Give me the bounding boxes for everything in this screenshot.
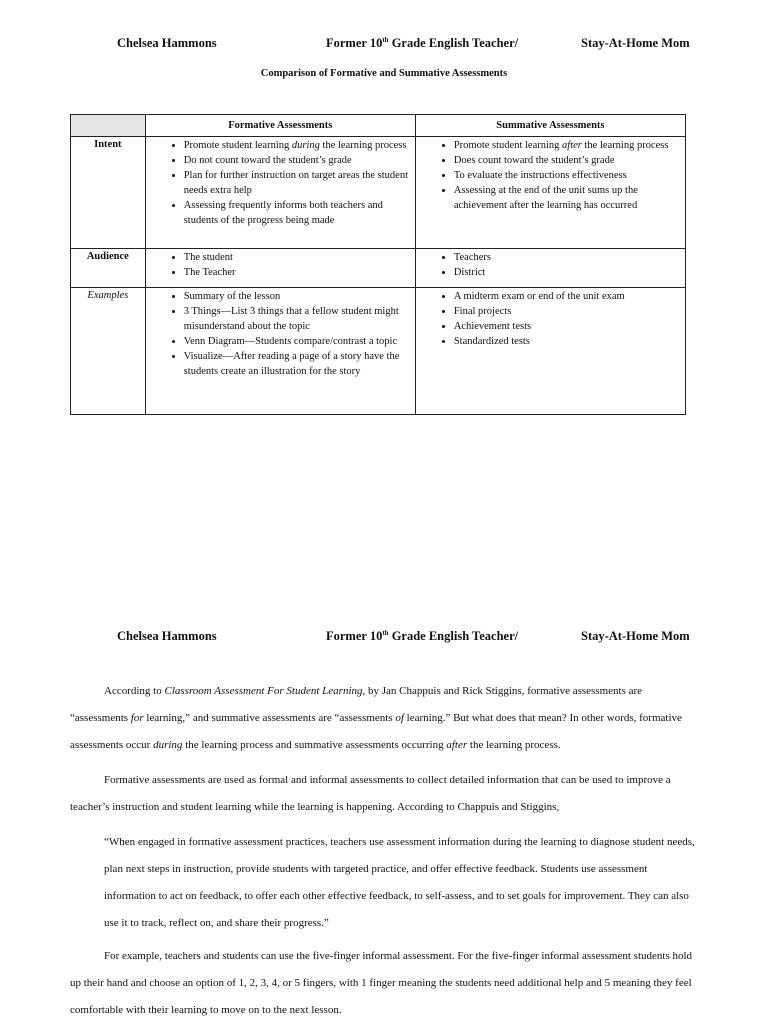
- list-item: • Visualize—After reading a page of a story have the students create an illustration for the story: [184, 349, 415, 379]
- cell-audience-formative: [145, 249, 415, 288]
- paragraph-2: Formative assessments are used as formal and informal assessments to collect detailed information that can be used to improve a teacher’s instruction and student learning while the learning is happening. According to Chappuis and Stiggins,: [70, 774, 671, 813]
- column-header-formative: Formative Assessments: [145, 115, 415, 137]
- list-item: • Promote student learning during the learning process: [184, 138, 415, 153]
- author-role: [326, 629, 518, 644]
- list-item: • To evaluate the instructions effectiveness: [454, 168, 685, 183]
- cell-intent-summative: [415, 137, 685, 249]
- role-text: Former 10: [326, 36, 383, 51]
- author-name: Chelsea Hammons: [117, 629, 217, 643]
- paragraph-3: For example, teachers and students can use the five-finger informal assessment. For the five-finger informal assessment students hold up their hand and choose an option of 1, 2, 3, 4, or 5 fingers, with 1 finger meaning the students need additional help and 5 meaning they feel comfortable with their learning to move on to the next lesson.: [70, 950, 693, 1016]
- role-superscript: th: [382, 36, 389, 44]
- role-superscript: th: [382, 629, 389, 637]
- author-status: Stay-At-Home Mom: [581, 36, 690, 50]
- table-row-intent: [71, 137, 686, 249]
- cell-audience-summative: [415, 249, 685, 288]
- bullet-list: [416, 138, 685, 213]
- list-item: • Does count toward the student’s grade: [454, 153, 685, 168]
- row-header-examples: Examples: [71, 288, 146, 415]
- cell-examples-formative: [145, 288, 415, 415]
- cell-intent-formative: [145, 137, 415, 249]
- page-header: [0, 36, 768, 56]
- list-item: • District: [454, 265, 685, 280]
- page-header-2: [0, 629, 768, 649]
- block-quote: “When engaged in formative assessment practices, teachers use assessment information during the learning to diagnose student needs, plan next steps in instruction, provide students with targeted practice, and offer effective feedback. Students use assessment information to act on feedback, to offer each other effective feedback, to self-assess, and to set goals for improvement. They can also use it to track, reflect on, and share their progress.”: [104, 836, 695, 929]
- row-header-audience: Audience: [71, 249, 146, 288]
- bullet-list: [146, 289, 415, 379]
- list-item: • Teachers: [454, 250, 685, 265]
- role-text-rest: Grade English Teacher/: [388, 629, 519, 644]
- list-item: • Do not count toward the student’s grade: [184, 153, 415, 168]
- list-item: • Plan for further instruction on target areas the student needs extra help: [184, 168, 415, 198]
- table-corner-cell: [71, 115, 146, 137]
- author-status: Stay-At-Home Mom: [581, 629, 690, 643]
- row-header-intent: Intent: [71, 137, 146, 249]
- role-text: Former 10: [326, 629, 383, 644]
- cell-examples-summative: [415, 288, 685, 415]
- role-text-rest: Grade English Teacher/: [388, 36, 519, 51]
- author-name: Chelsea Hammons: [117, 36, 217, 50]
- list-item: • Assessing frequently informs both teachers and students of the progress being made: [184, 198, 415, 228]
- bullet-list: [416, 250, 685, 280]
- bullet-list: [146, 138, 415, 228]
- paragraph-1: According to Classroom Assessment For Student Learning, by Jan Chappuis and Rick Stiggins, formative assessments are “assessments for learning,” and summative assessments are “assessments of learning.” But what does that mean? In other words, formative assessments occur during the learning process and summative assessments occurring after the learning process.: [70, 685, 682, 751]
- list-item: • Assessing at the end of the unit sums up the achievement after the learning has occurred: [454, 183, 685, 213]
- table-row-audience: [71, 249, 686, 288]
- table-header-row: [71, 115, 686, 137]
- list-item: • Final projects: [454, 304, 685, 319]
- comparison-table: [70, 114, 686, 415]
- list-item: • Summary of the lesson: [184, 289, 415, 304]
- document-title: Comparison of Formative and Summative Assessments: [260, 68, 508, 79]
- list-item: • A midterm exam or end of the unit exam: [454, 289, 685, 304]
- bullet-list: [146, 250, 415, 280]
- author-role: [326, 36, 518, 51]
- list-item: • 3 Things—List 3 things that a fellow student might misunderstand about the topic: [184, 304, 415, 334]
- list-item: • Achievement tests: [454, 319, 685, 334]
- list-item: • Standardized tests: [454, 334, 685, 349]
- list-item: • Venn Diagram—Students compare/contrast a topic: [184, 334, 415, 349]
- column-header-summative: Summative Assessments: [415, 115, 685, 137]
- list-item: • Promote student learning after the learning process: [454, 138, 685, 153]
- list-item: • The student: [184, 250, 415, 265]
- table-row-examples: [71, 288, 686, 415]
- list-item: • The Teacher: [184, 265, 415, 280]
- bullet-list: [416, 289, 685, 349]
